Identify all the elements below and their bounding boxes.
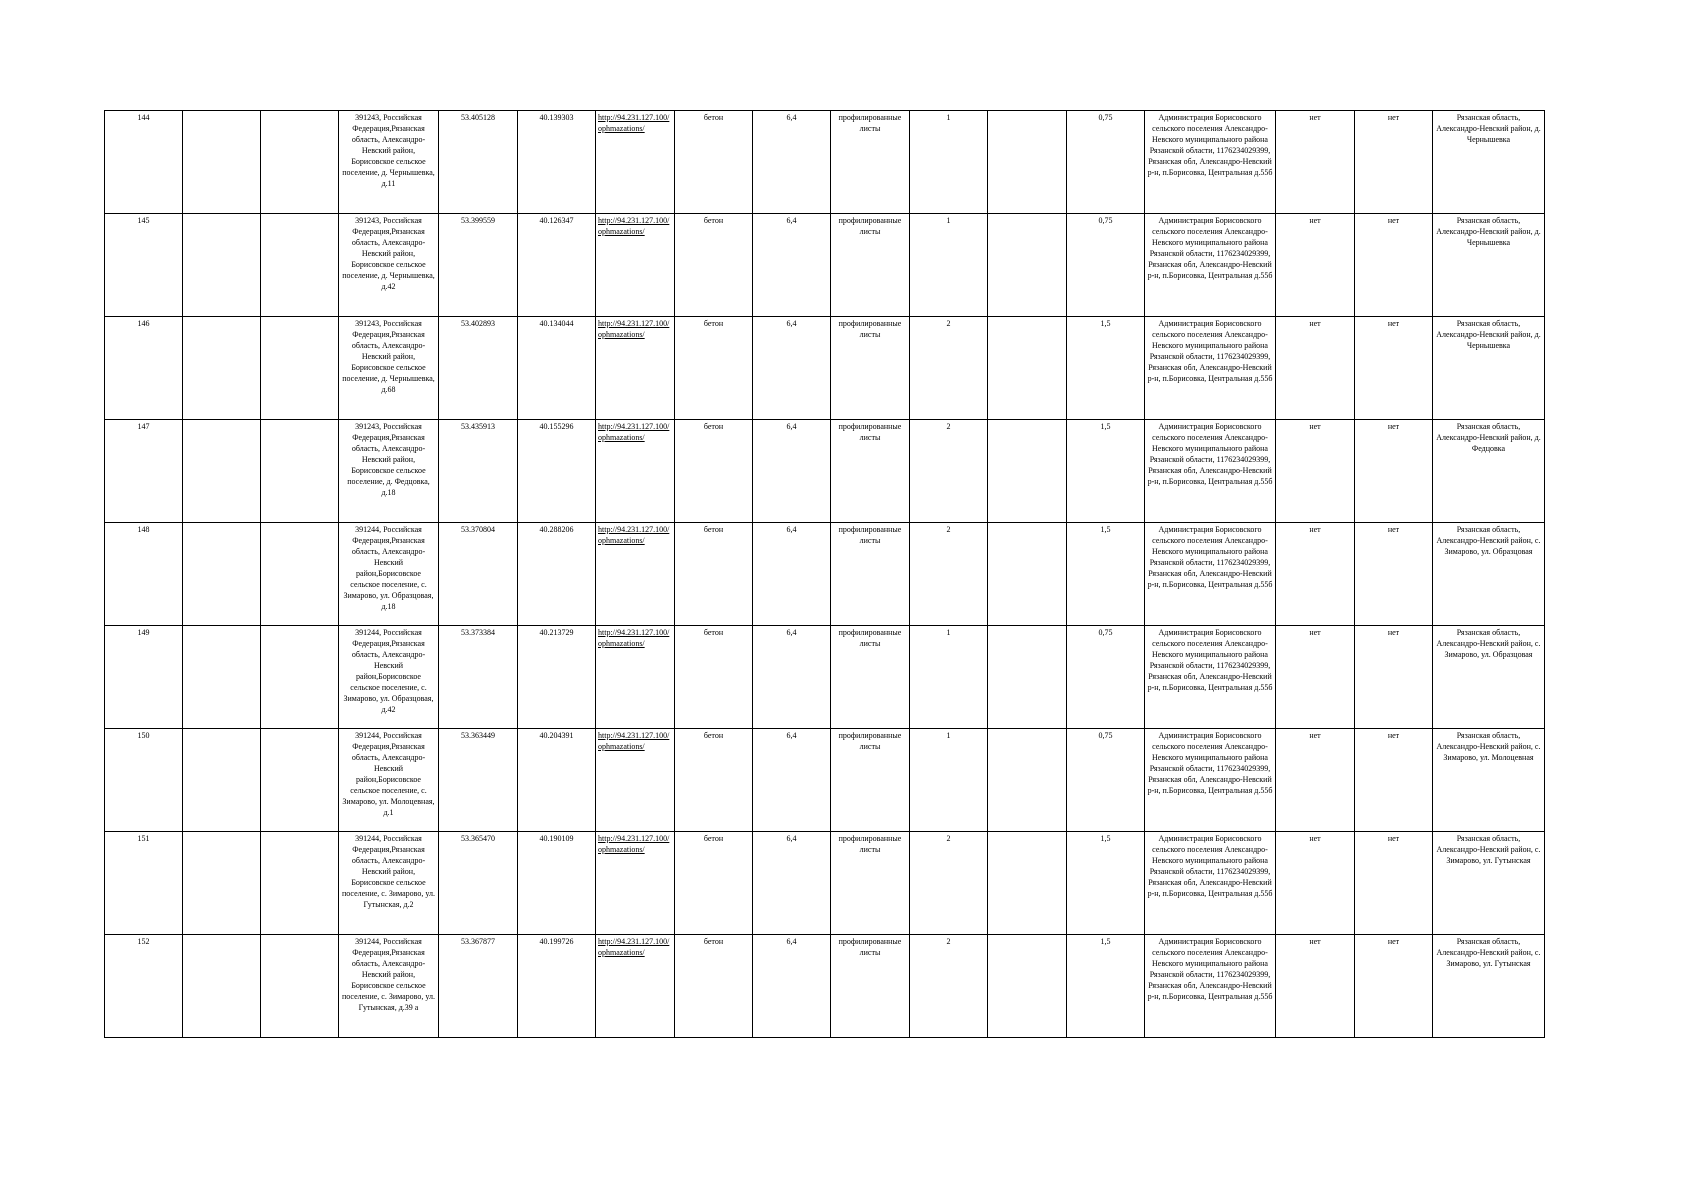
empty-cell: [183, 626, 261, 729]
fence-cell: профилированные листы: [831, 214, 910, 317]
fence-cell: профилированные листы: [831, 111, 910, 214]
table-row: [105, 317, 1545, 420]
fence-cell: профилированные листы: [831, 420, 910, 523]
containers-count-cell: 2: [910, 317, 988, 420]
source-cell: Рязанская область, Александро-Невский район, д. Федцовка: [1433, 420, 1545, 523]
flag-cell: нет: [1276, 729, 1355, 832]
latitude-cell: 53.363449: [439, 729, 518, 832]
empty-cell: [261, 214, 339, 317]
flag-cell: нет: [1276, 111, 1355, 214]
volume-cell: 1,5: [1067, 832, 1145, 935]
address-cell: 391244, Российская Федерация,Рязанская область, Александро-Невский район,Борисовское сельское поселение, с. Зимарово, ул. Образцовая, д.42: [339, 626, 439, 729]
containers-count-cell: 2: [910, 523, 988, 626]
link-cell[interactable]: [596, 935, 675, 1038]
latitude-cell: 53.373384: [439, 626, 518, 729]
empty-cell: [183, 111, 261, 214]
url-link[interactable]: http://94.231.127.100/ophmazations/: [598, 834, 670, 854]
flag-cell: нет: [1355, 111, 1433, 214]
volume-cell: 1,5: [1067, 523, 1145, 626]
address-cell: 391243, Российская Федерация,Рязанская область, Александро-Невский район, Борисовское сельское поселение, д. Чернышевка, д.11: [339, 111, 439, 214]
link-cell[interactable]: [596, 832, 675, 935]
url-link[interactable]: http://94.231.127.100/ophmazations/: [598, 628, 670, 648]
row-number-cell: 151: [105, 832, 183, 935]
url-link[interactable]: http://94.231.127.100/ophmazations/: [598, 319, 670, 339]
url-link[interactable]: http://94.231.127.100/ophmazations/: [598, 216, 670, 236]
address-cell: 391244, Российская Федерация,Рязанская область, Александро-Невский район,Борисовское сельское поселение, с. Зимарово, ул. Образцовая, д.18: [339, 523, 439, 626]
link-cell[interactable]: [596, 523, 675, 626]
empty-cell: [261, 832, 339, 935]
flag-cell: нет: [1355, 214, 1433, 317]
source-cell: Рязанская область, Александро-Невский район, с. Зимарово, ул. Молоцевная: [1433, 729, 1545, 832]
longitude-cell: 40.155296: [518, 420, 596, 523]
volume-cell: 1,5: [1067, 317, 1145, 420]
table-row: [105, 935, 1545, 1038]
row-number-cell: 146: [105, 317, 183, 420]
flag-cell: нет: [1276, 935, 1355, 1038]
row-number-cell: 145: [105, 214, 183, 317]
surface-cell: бетон: [675, 626, 753, 729]
link-cell[interactable]: [596, 317, 675, 420]
surface-cell: бетон: [675, 420, 753, 523]
flag-cell: нет: [1355, 523, 1433, 626]
flag-cell: нет: [1355, 832, 1433, 935]
fence-cell: профилированные листы: [831, 832, 910, 935]
empty-cell: [183, 935, 261, 1038]
address-cell: 391244, Российская Федерация,Рязанская область, Александро-Невский район, Борисовское сельское поселение, с. Зимарово, ул. Гутынская, д.2: [339, 832, 439, 935]
containers-count-cell: 1: [910, 626, 988, 729]
longitude-cell: 40.190109: [518, 832, 596, 935]
surface-cell: бетон: [675, 317, 753, 420]
surface-cell: бетон: [675, 729, 753, 832]
link-cell[interactable]: [596, 111, 675, 214]
empty-cell: [988, 317, 1067, 420]
row-number-cell: 144: [105, 111, 183, 214]
empty-cell: [261, 935, 339, 1038]
latitude-cell: 53.365470: [439, 832, 518, 935]
url-link[interactable]: http://94.231.127.100/ophmazations/: [598, 525, 670, 545]
empty-cell: [261, 111, 339, 214]
owner-cell: Администрация Борисовского сельского поселения Александро-Невского муниципального района Рязанской области, 1176234029399, Рязанская обл, Александро-Невский р-н, п.Борисовка, Центральная д.55б: [1145, 626, 1276, 729]
empty-cell: [988, 420, 1067, 523]
source-cell: Рязанская область, Александро-Невский район, д. Чернышевка: [1433, 317, 1545, 420]
fence-cell: профилированные листы: [831, 729, 910, 832]
owner-cell: Администрация Борисовского сельского поселения Александро-Невского муниципального района Рязанской области, 1176234029399, Рязанская обл, Александро-Невский р-н, п.Борисовка, Центральная д.55б: [1145, 935, 1276, 1038]
empty-cell: [183, 420, 261, 523]
volume-cell: 1,5: [1067, 420, 1145, 523]
empty-cell: [261, 729, 339, 832]
link-cell[interactable]: [596, 729, 675, 832]
empty-cell: [183, 729, 261, 832]
empty-cell: [261, 317, 339, 420]
area-cell: 6,4: [753, 111, 831, 214]
empty-cell: [988, 523, 1067, 626]
source-cell: Рязанская область, Александро-Невский район, с. Зимарово, ул. Образцовая: [1433, 523, 1545, 626]
owner-cell: Администрация Борисовского сельского поселения Александро-Невского муниципального района Рязанской области, 1176234029399, Рязанская обл, Александро-Невский р-н, п.Борисовка, Центральная д.55б: [1145, 832, 1276, 935]
empty-cell: [988, 729, 1067, 832]
url-link[interactable]: http://94.231.127.100/ophmazations/: [598, 937, 670, 957]
owner-cell: Администрация Борисовского сельского поселения Александро-Невского муниципального района Рязанской области, 1176234029399, Рязанская обл, Александро-Невский р-н, п.Борисовка, Центральная д.55б: [1145, 420, 1276, 523]
latitude-cell: 53.435913: [439, 420, 518, 523]
link-cell[interactable]: [596, 214, 675, 317]
latitude-cell: 53.402893: [439, 317, 518, 420]
address-cell: 391243, Российская Федерация,Рязанская область, Александро-Невский район, Борисовское сельское поселение, д. Федцовка, д.18: [339, 420, 439, 523]
surface-cell: бетон: [675, 111, 753, 214]
flag-cell: нет: [1276, 523, 1355, 626]
address-cell: 391243, Российская Федерация,Рязанская область, Александро-Невский район, Борисовское сельское поселение, д. Чернышевка, д.68: [339, 317, 439, 420]
flag-cell: нет: [1355, 935, 1433, 1038]
surface-cell: бетон: [675, 214, 753, 317]
url-link[interactable]: http://94.231.127.100/ophmazations/: [598, 113, 670, 133]
empty-cell: [183, 832, 261, 935]
table-row: [105, 420, 1545, 523]
flag-cell: нет: [1355, 729, 1433, 832]
table-row: [105, 729, 1545, 832]
volume-cell: 1,5: [1067, 935, 1145, 1038]
longitude-cell: 40.126347: [518, 214, 596, 317]
fence-cell: профилированные листы: [831, 935, 910, 1038]
source-cell: Рязанская область, Александро-Невский район, д. Чернышевка: [1433, 111, 1545, 214]
area-cell: 6,4: [753, 729, 831, 832]
empty-cell: [988, 832, 1067, 935]
area-cell: 6,4: [753, 935, 831, 1038]
longitude-cell: 40.204391: [518, 729, 596, 832]
area-cell: 6,4: [753, 626, 831, 729]
area-cell: 6,4: [753, 317, 831, 420]
surface-cell: бетон: [675, 935, 753, 1038]
latitude-cell: 53.399559: [439, 214, 518, 317]
volume-cell: 0,75: [1067, 729, 1145, 832]
owner-cell: Администрация Борисовского сельского поселения Александро-Невского муниципального района Рязанской области, 1176234029399, Рязанская обл, Александро-Невский р-н, п.Борисовка, Центральная д.55б: [1145, 317, 1276, 420]
latitude-cell: 53.370804: [439, 523, 518, 626]
containers-count-cell: 2: [910, 832, 988, 935]
empty-cell: [988, 214, 1067, 317]
table-row: [105, 832, 1545, 935]
address-cell: 391243, Российская Федерация,Рязанская область, Александро-Невский район, Борисовское сельское поселение, д. Чернышевка, д.42: [339, 214, 439, 317]
flag-cell: нет: [1276, 626, 1355, 729]
flag-cell: нет: [1276, 832, 1355, 935]
source-cell: Рязанская область, Александро-Невский район, д. Чернышевка: [1433, 214, 1545, 317]
address-cell: 391244, Российская Федерация,Рязанская область, Александро-Невский район,Борисовское сельское поселение, с. Зимарово, ул. Молоцевная, д.1: [339, 729, 439, 832]
row-number-cell: 150: [105, 729, 183, 832]
owner-cell: Администрация Борисовского сельского поселения Александро-Невского муниципального района Рязанской области, 1176234029399, Рязанская обл, Александро-Невский р-н, п.Борисовка, Центральная д.55б: [1145, 111, 1276, 214]
empty-cell: [261, 523, 339, 626]
area-cell: 6,4: [753, 523, 831, 626]
source-cell: Рязанская область, Александро-Невский район, с. Зимарово, ул. Гутынская: [1433, 832, 1545, 935]
link-cell[interactable]: [596, 420, 675, 523]
empty-cell: [261, 626, 339, 729]
surface-cell: бетон: [675, 832, 753, 935]
latitude-cell: 53.405128: [439, 111, 518, 214]
flag-cell: нет: [1276, 214, 1355, 317]
containers-count-cell: 1: [910, 111, 988, 214]
owner-cell: Администрация Борисовского сельского поселения Александро-Невского муниципального района Рязанской области, 1176234029399, Рязанская обл, Александро-Невский р-н, п.Борисовка, Центральная д.55б: [1145, 729, 1276, 832]
row-number-cell: 152: [105, 935, 183, 1038]
flag-cell: нет: [1355, 420, 1433, 523]
address-cell: 391244, Российская Федерация,Рязанская область, Александро-Невский район, Борисовское сельское поселение, с. Зимарово, ул. Гутынская, д.39 а: [339, 935, 439, 1038]
containers-count-cell: 2: [910, 420, 988, 523]
empty-cell: [183, 317, 261, 420]
flag-cell: нет: [1276, 317, 1355, 420]
url-link[interactable]: http://94.231.127.100/ophmazations/: [598, 422, 670, 442]
longitude-cell: 40.213729: [518, 626, 596, 729]
empty-cell: [183, 214, 261, 317]
row-number-cell: 149: [105, 626, 183, 729]
source-cell: Рязанская область, Александро-Невский район, с. Зимарово, ул. Гутынская: [1433, 935, 1545, 1038]
longitude-cell: 40.288206: [518, 523, 596, 626]
containers-count-cell: 1: [910, 729, 988, 832]
empty-cell: [988, 935, 1067, 1038]
longitude-cell: 40.134044: [518, 317, 596, 420]
document-page: [104, 110, 1544, 1038]
table-row: [105, 523, 1545, 626]
fence-cell: профилированные листы: [831, 523, 910, 626]
flag-cell: нет: [1355, 626, 1433, 729]
volume-cell: 0,75: [1067, 214, 1145, 317]
flag-cell: нет: [1276, 420, 1355, 523]
surface-cell: бетон: [675, 523, 753, 626]
latitude-cell: 53.367877: [439, 935, 518, 1038]
longitude-cell: 40.199726: [518, 935, 596, 1038]
row-number-cell: 148: [105, 523, 183, 626]
longitude-cell: 40.139303: [518, 111, 596, 214]
table-row: [105, 626, 1545, 729]
empty-cell: [261, 420, 339, 523]
fence-cell: профилированные листы: [831, 317, 910, 420]
empty-cell: [988, 626, 1067, 729]
area-cell: 6,4: [753, 420, 831, 523]
volume-cell: 0,75: [1067, 626, 1145, 729]
fence-cell: профилированные листы: [831, 626, 910, 729]
area-cell: 6,4: [753, 832, 831, 935]
row-number-cell: 147: [105, 420, 183, 523]
empty-cell: [988, 111, 1067, 214]
registry-table: [104, 110, 1545, 1038]
table-row: [105, 214, 1545, 317]
url-link[interactable]: http://94.231.127.100/ophmazations/: [598, 731, 670, 751]
area-cell: 6,4: [753, 214, 831, 317]
flag-cell: нет: [1355, 317, 1433, 420]
containers-count-cell: 2: [910, 935, 988, 1038]
source-cell: Рязанская область, Александро-Невский район, с. Зимарово, ул. Образцовая: [1433, 626, 1545, 729]
empty-cell: [183, 523, 261, 626]
table-row: [105, 111, 1545, 214]
containers-count-cell: 1: [910, 214, 988, 317]
owner-cell: Администрация Борисовского сельского поселения Александро-Невского муниципального района Рязанской области, 1176234029399, Рязанская обл, Александро-Невский р-н, п.Борисовка, Центральная д.55б: [1145, 214, 1276, 317]
link-cell[interactable]: [596, 626, 675, 729]
owner-cell: Администрация Борисовского сельского поселения Александро-Невского муниципального района Рязанской области, 1176234029399, Рязанская обл, Александро-Невский р-н, п.Борисовка, Центральная д.55б: [1145, 523, 1276, 626]
volume-cell: 0,75: [1067, 111, 1145, 214]
